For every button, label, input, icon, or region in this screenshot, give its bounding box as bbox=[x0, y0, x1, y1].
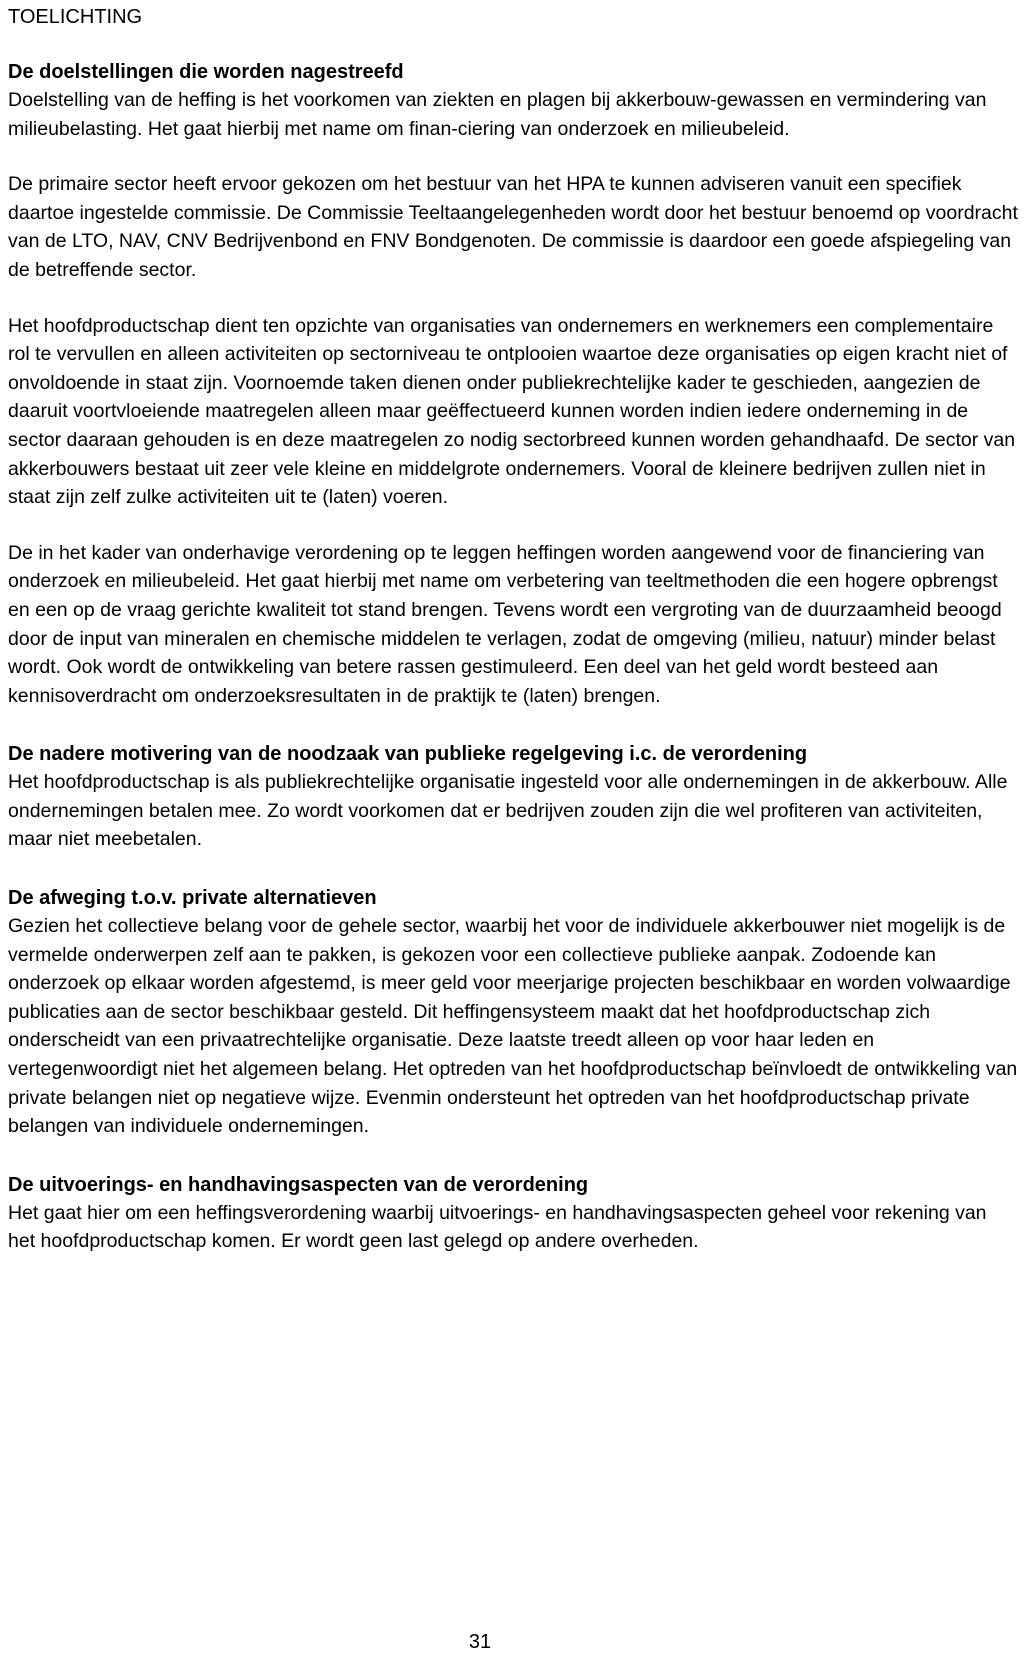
paragraph: Het hoofdproductschap is als publiekrechtelijke organisatie ingesteld voor alle ondernemingen in de akkerbouw. Alle ondernemingen betalen mee. Zo wordt voorkomen dat er bedrijven zouden zijn die wel profiteren van activiteiten, maar niet meebetalen. bbox=[8, 771, 1008, 851]
section-uitvoering bbox=[8, 1171, 1018, 1256]
paragraph: Gezien het collectieve belang voor de gehele sector, waarbij het voor de individuele akkerbouwer niet mogelijk is de vermelde onderwerpen zelf aan te pakken, is gekozen voor een collectieve publieke aanpak. Zodoende kan onderzoek op elkaar worden afgestemd, is meer geld voor meerjarige projecten beschikbaar en worden volwaardige publicaties aan de sector beschikbaar gesteld. Dit heffingensysteem maakt dat het hoofdproductschap zich onderscheidt van een privaatrechtelijke organisatie. Deze laatste treedt alleen op voor haar leden en vertegenwoordigt niet het algemeen belang. Het optreden van het hoofdproductschap beïnvloedt de ontwikkeling van private belangen niet op negatieve wijze. Evenmin ondersteunt het optreden van het hoofdproductschap private belangen van individuele ondernemingen. bbox=[8, 915, 1018, 1138]
paragraph: De in het kader van onderhavige verordening op te leggen heffingen worden aangewend voor de financiering van onderzoek en milieubeleid. Het gaat hierbij met name om verbetering van teeltmethoden die een hogere opbrengst en een op de vraag gerichte kwaliteit tot stand brengen. Tevens wordt een vergroting van de duurzaamheid beoogd door de input van mineralen en chemische middelen te verlagen, zodat de omgeving (milieu, natuur) minder belast wordt. Ook wordt de ontwikkeling van betere rassen gestimuleerd. Een deel van het geld wordt besteed aan kennisoverdracht om onderzoeksresultaten in de praktijk te (laten) brengen. bbox=[8, 541, 1002, 707]
page-number: 31 bbox=[468, 1631, 492, 1653]
section-heading: De nadere motivering van de noodzaak van publieke regelgeving i.c. de verordening bbox=[8, 743, 808, 766]
document-title: TOELICHTING bbox=[8, 6, 143, 28]
section-nadere-motivering bbox=[8, 740, 1018, 854]
section-doelstellingen bbox=[8, 58, 1018, 710]
section-afweging bbox=[8, 884, 1018, 1141]
document-body bbox=[8, 58, 1018, 1256]
paragraph: Doelstelling van de heffing is het voorkomen van ziekten en plagen bij akkerbouw-gewassen en vermindering van milieubelasting. Het gaat hierbij met name om finan-ciering van onderzoek en milieubeleid. bbox=[8, 89, 987, 140]
paragraph: Het hoofdproductschap dient ten opzichte van organisaties van ondernemers en werknemers een complementaire rol te vervullen en alleen activiteiten op sectorniveau te ontplooien waartoe deze organisaties op eigen kracht niet of onvoldoende in staat zijn. Voornoemde taken dienen onder publiekrechtelijke kader te geschieden, aangezien de daaruit voortvloeiende maatregelen alleen maar geëffectueerd kunnen worden indien iedere onderneming in de sector daaraan gehouden is en deze maatregelen zo nodig sectorbreed kunnen worden gehandhaafd. De sector van akkerbouwers bestaat uit zeer vele kleine en middelgrote ondernemers. Vooral de kleinere bedrijven zullen niet in staat zijn zelf zulke activiteiten uit te (laten) voeren. bbox=[8, 314, 1016, 509]
paragraph: De primaire sector heeft ervoor gekozen om het bestuur van het HPA te kunnen adviseren vanuit een specifiek daartoe ingestelde commissie. De Commissie Teeltaangelegenheden wordt door het bestuur benoemd op voordracht van de LTO, NAV, CNV Bedrijvenbond en FNV Bondgenoten. De commissie is daardoor een goede afspiegeling van de betreffende sector. bbox=[8, 173, 1018, 281]
paragraph: Het gaat hier om een heffingsverordening waarbij uitvoerings- en handhavingsaspecten geheel voor rekening van het hoofdproductschap komen. Er wordt geen last gelegd op andere overheden. bbox=[8, 1201, 987, 1253]
section-heading: De uitvoerings- en handhavingsaspecten van de verordening bbox=[8, 1173, 589, 1196]
section-heading: De afweging t.o.v. private alternatieven bbox=[8, 887, 377, 910]
section-heading: De doelstellingen die worden nagestreefd bbox=[8, 61, 404, 83]
